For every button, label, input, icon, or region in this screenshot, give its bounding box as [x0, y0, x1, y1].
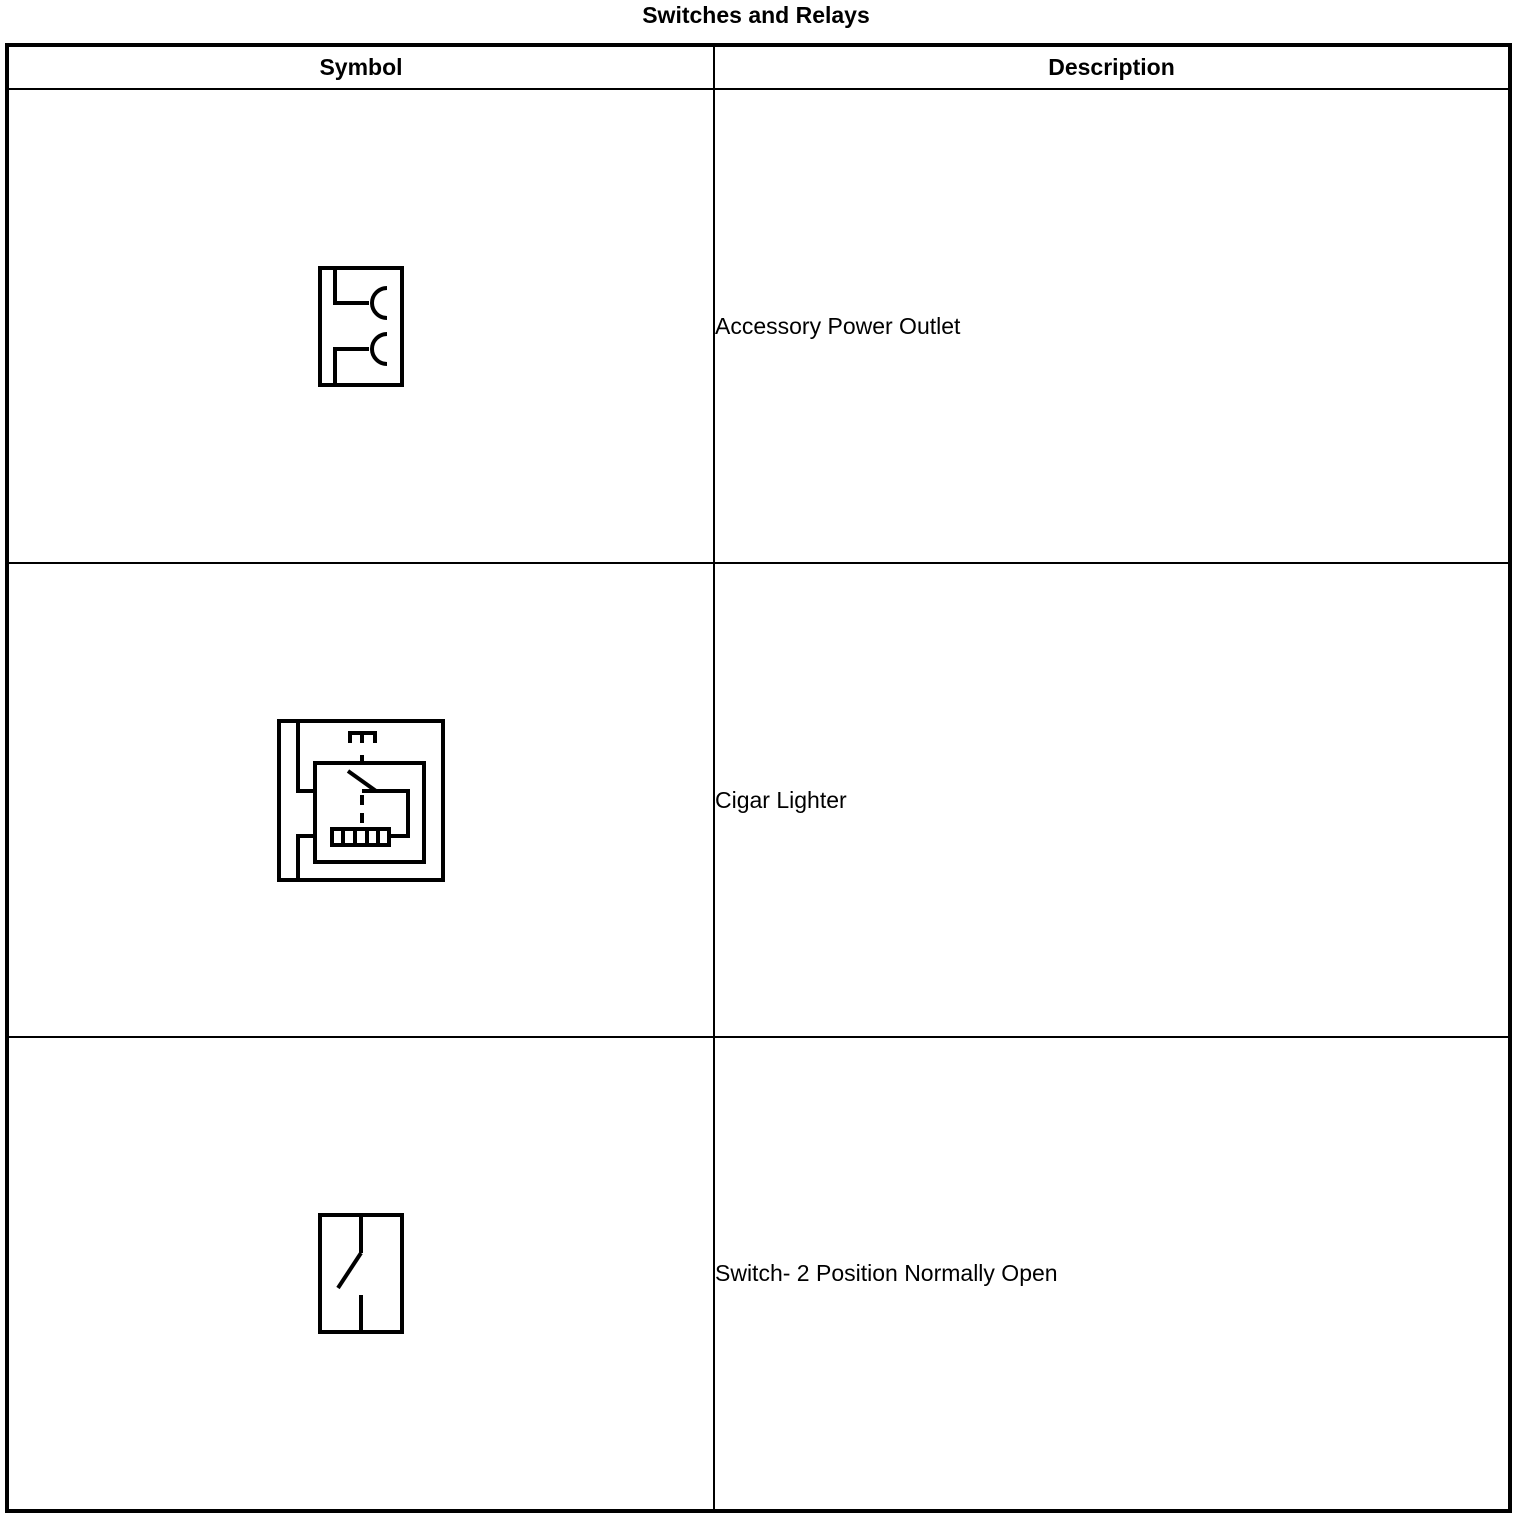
- table-header-row: [7, 45, 1510, 89]
- table-row: [7, 563, 1510, 1037]
- table-row: [7, 1037, 1510, 1511]
- symbol-cell: [7, 563, 714, 1037]
- symbol-cell: [7, 1037, 714, 1511]
- symbol-column-header: Symbol: [7, 45, 714, 89]
- description-column-header: Description: [714, 45, 1510, 89]
- page-title: Switches and Relays: [642, 2, 870, 28]
- description-cell: Accessory Power Outlet: [714, 89, 1510, 563]
- cigar-lighter-icon: [277, 719, 445, 882]
- description-cell: Cigar Lighter: [714, 563, 1510, 1037]
- table-row: [7, 89, 1510, 563]
- symbols-table: [5, 43, 1512, 1513]
- switch-normally-open-icon: [318, 1213, 404, 1334]
- symbol-cell: [7, 89, 714, 563]
- accessory-power-outlet-icon: [318, 266, 404, 387]
- description-cell: Switch- 2 Position Normally Open: [714, 1037, 1510, 1511]
